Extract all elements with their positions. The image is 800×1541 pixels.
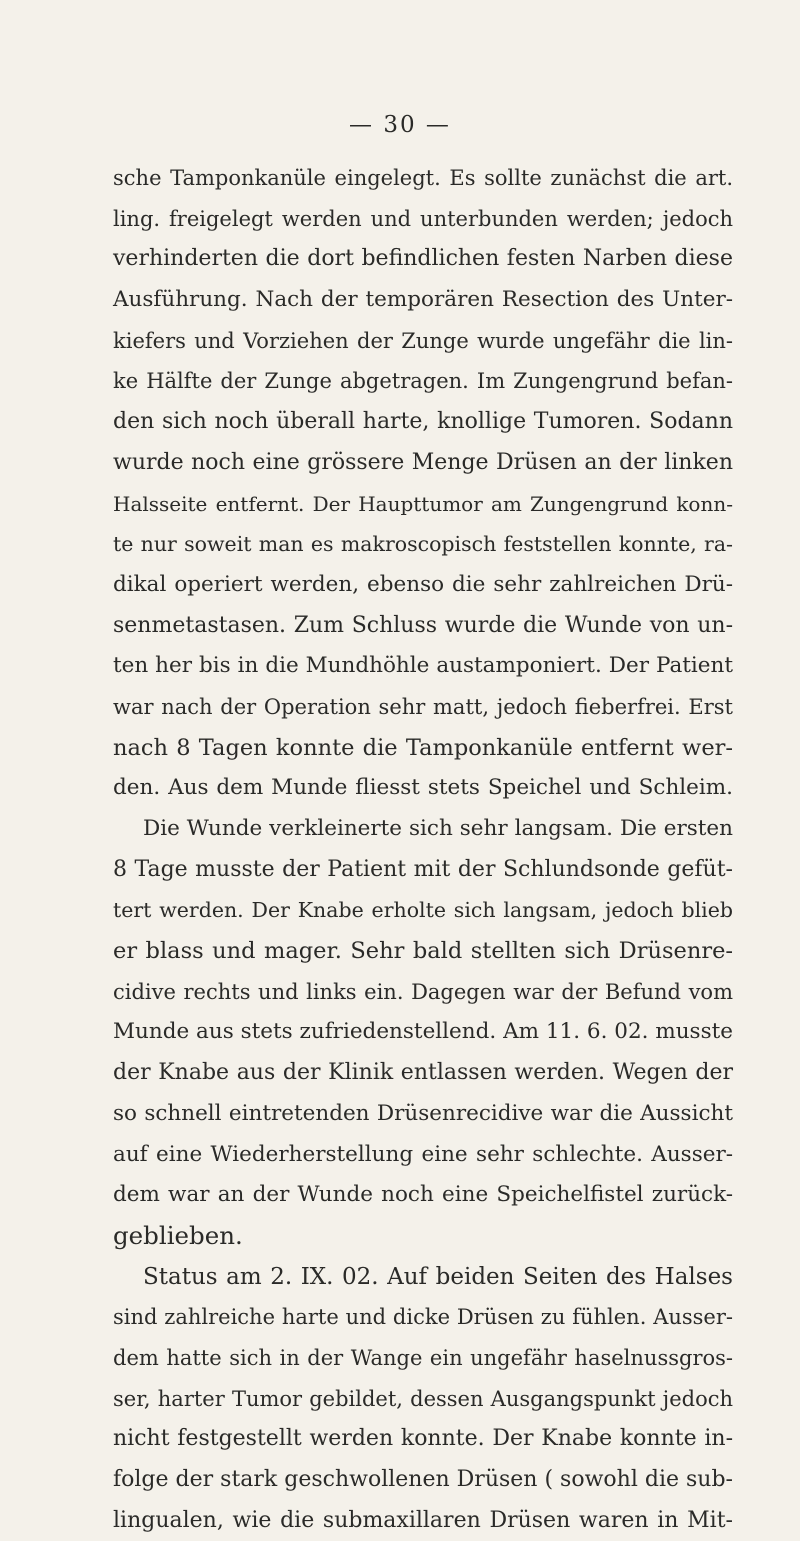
text-line: 8 Tage musste der Patient mit der Schlundsonde gefüt- (113, 856, 733, 882)
text-line: verhinderten die dort befindlichen festen Narben diese (113, 246, 733, 272)
text-line: folge der stark geschwollenen Drüsen ( sowohl die sub- (113, 1467, 733, 1492)
text-line: so schnell eintretenden Drüsenrecidive war die Aussicht (113, 1100, 733, 1126)
text-line: geblieben. (113, 1220, 243, 1250)
text-line: dikal operiert werden, ebenso die sehr zahlreichen Drü- (113, 571, 733, 597)
text-line: ke Hälfte der Zunge abgetragen. Im Zungengrund befan- (113, 369, 733, 394)
text-line: te nur soweit man es makroscopisch feststellen konnte, ra- (113, 532, 733, 557)
text-line: der Knabe aus der Klinik entlassen werden. Wegen der (113, 1060, 733, 1086)
text-line: Die Wunde verkleinerte sich sehr langsam. Die ersten (143, 816, 733, 841)
text-line: auf eine Wiederherstellung eine sehr schlechte. Ausser- (113, 1141, 733, 1167)
text-line: Ausführung. Nach der temporären Resection des Unter- (113, 287, 733, 313)
text-line: senmetastasen. Zum Schluss wurde die Wunde von un- (113, 612, 733, 638)
text-line: wurde noch eine grössere Menge Drüsen an der linken (113, 449, 733, 475)
text-line: sche Tamponkanüle eingelegt. Es sollte zunächst die art. (113, 166, 733, 190)
page-number: — 30 — (349, 112, 451, 138)
text-line: cidive rechts und links ein. Dagegen war der Befund vom (113, 979, 733, 1004)
text-line: nicht festgestellt werden konnte. Der Knabe konnte in- (113, 1426, 733, 1452)
text-line: Status am 2. IX. 02. Auf beiden Seiten des Halses (143, 1263, 733, 1290)
text-line: Halsseite entfernt. Der Haupttumor am Zungengrund konn- (113, 491, 733, 516)
text-line: ser, harter Tumor gebildet, dessen Ausgangspunkt jedoch (113, 1386, 733, 1411)
text-line: den sich noch überall harte, knollige Tumoren. Sodann (113, 409, 733, 435)
text-line: tert werden. Der Knabe erholte sich langsam, jedoch blieb (113, 898, 733, 923)
text-line: kiefers und Vorziehen der Zunge wurde ungefähr die lin- (113, 328, 733, 353)
text-line: ling. freigelegt werden und unterbunden werden; jedoch (113, 206, 733, 231)
text-line: sind zahlreiche harte und dicke Drüsen zu fühlen. Ausser- (113, 1305, 733, 1330)
text-line: er blass und mager. Sehr bald stellten sich Drüsenre- (113, 938, 733, 965)
text-line: den. Aus dem Munde fliesst stets Speichel und Schleim. (113, 775, 733, 801)
text-line: ten her bis in die Mundhöhle austamponiert. Der Patient (113, 653, 733, 679)
body-text (113, 158, 733, 1541)
text-line: lingualen, wie die submaxillaren Drüsen waren in Mit- (113, 1507, 733, 1533)
text-line: dem hatte sich in der Wange ein ungefähr haselnussgros- (113, 1345, 733, 1370)
text-line: nach 8 Tagen konnte die Tamponkanüle entfernt wer- (113, 734, 733, 761)
text-line: Munde aus stets zufriedenstellend. Am 11. 6. 02. musste (113, 1019, 733, 1045)
text-line: war nach der Operation sehr matt, jedoch fieberfrei. Erst (113, 694, 733, 719)
text-line: dem war an der Wunde noch eine Speichelfistel zurück- (113, 1182, 733, 1208)
